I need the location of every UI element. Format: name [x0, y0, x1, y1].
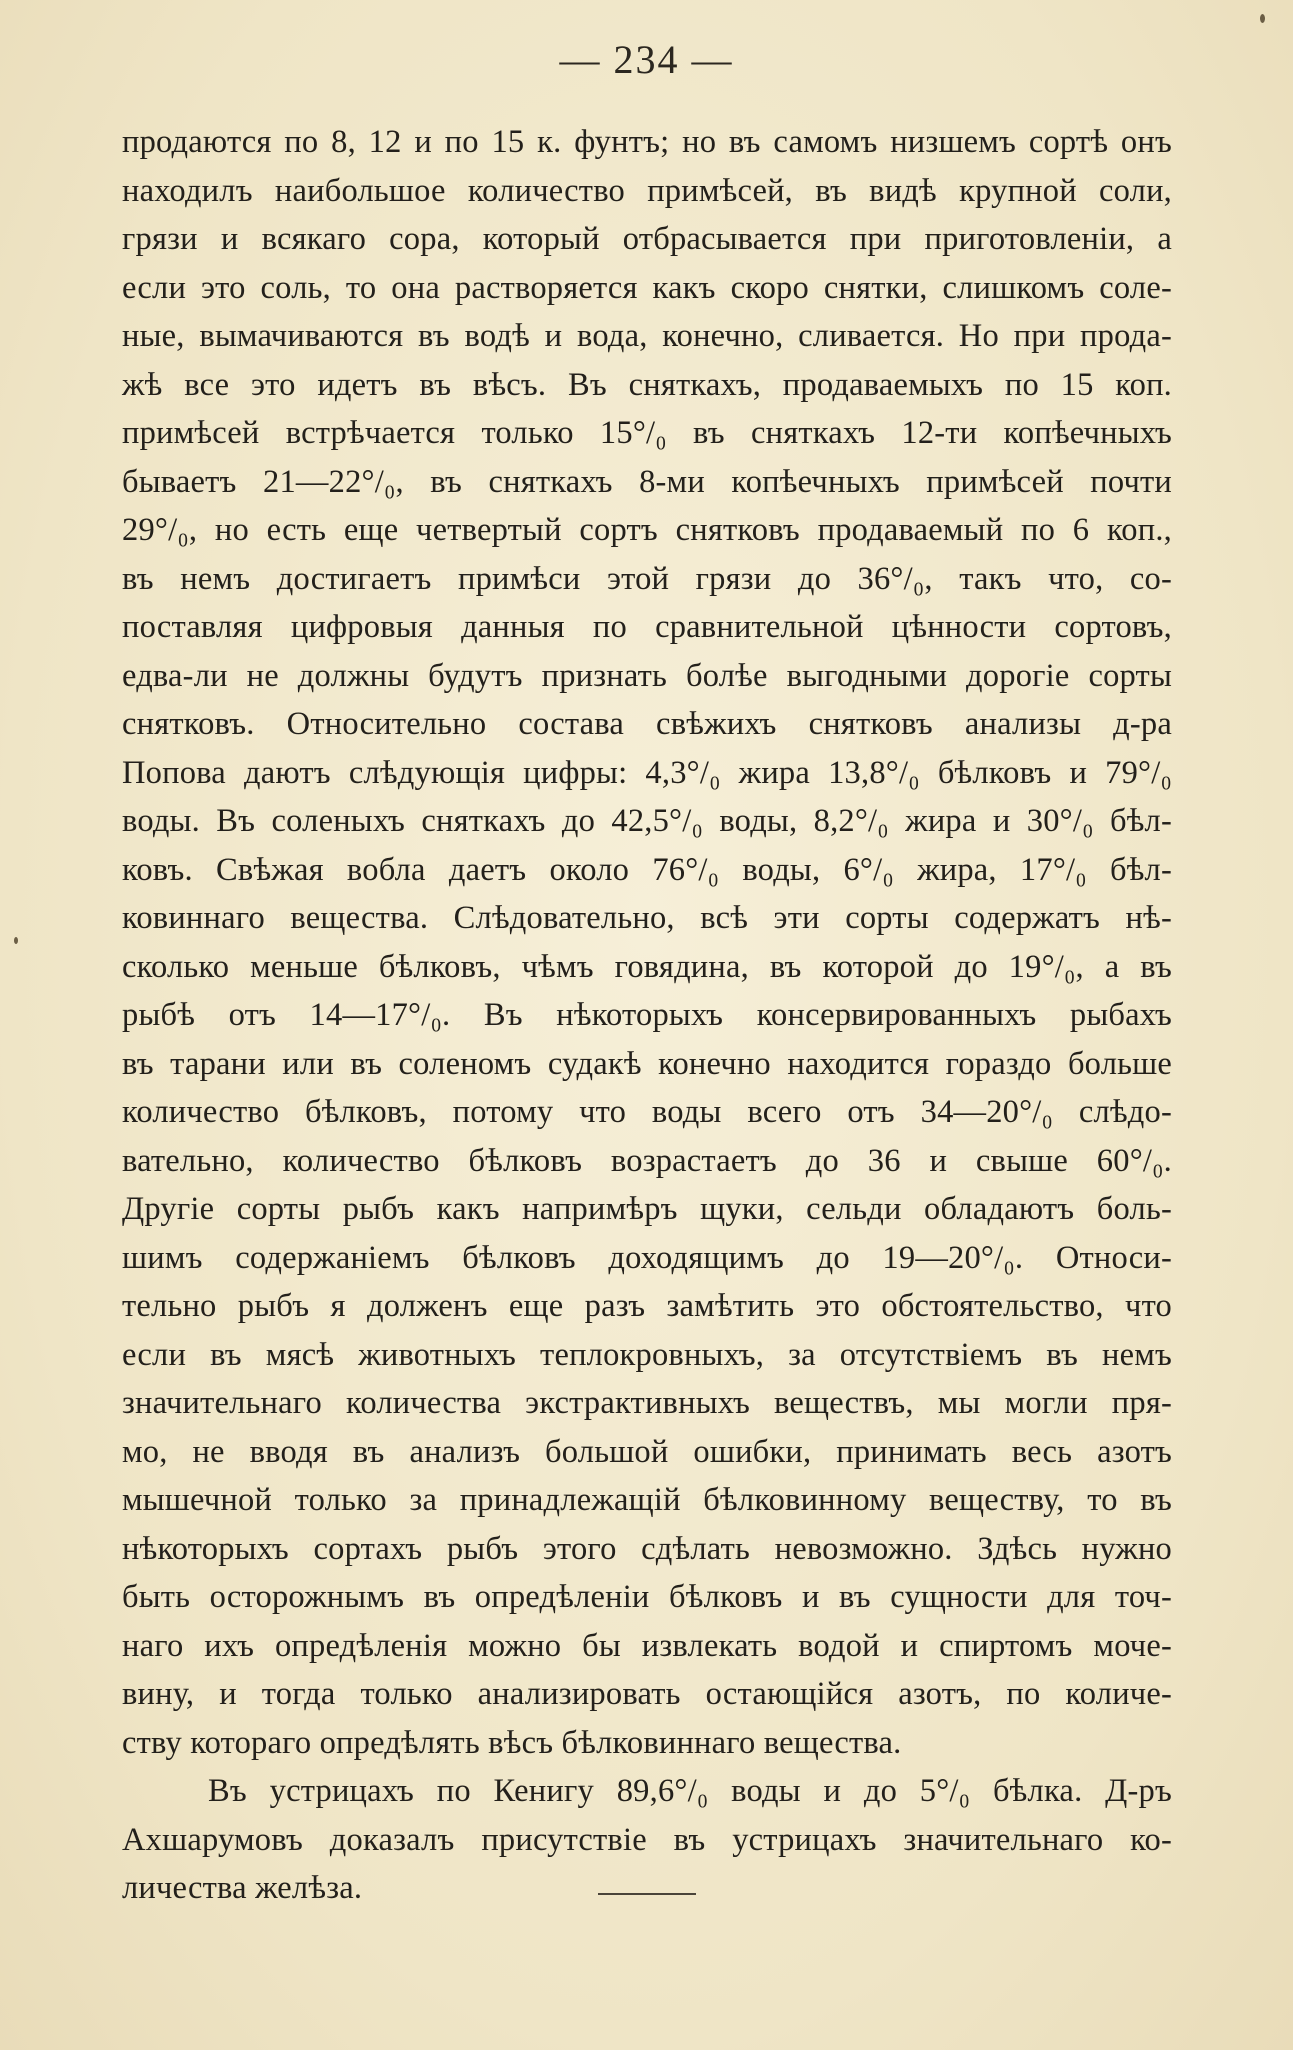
text-line: поставляя цифровыя данныя по сравнительной цѣнности сортовъ, — [122, 609, 1172, 645]
text-line: шимъ содержаніемъ бѣлковъ доходящимъ до 19—20°/₀. Относи- — [122, 1239, 1172, 1276]
paragraph-2 — [122, 1767, 1172, 1913]
text-line: количество бѣлковъ, потому что воды всего отъ 34—20°/₀ слѣдо- — [122, 1094, 1172, 1130]
text-line: грязи и всякаго сора, который отбрасывается при приготовленіи, а — [122, 221, 1172, 257]
text-line: если это соль, то она растворяется какъ скоро снятки, слишкомъ соле- — [122, 269, 1172, 306]
text-line: личества желѣза. — [122, 1870, 363, 1906]
text-line: ковиннаго вещества. Слѣдовательно, всѣ эти сорты содержатъ нѣ- — [122, 900, 1172, 936]
text-line: Попова даютъ слѣдующія цифры: 4,3°/₀ жира 13,8°/₀ бѣлковъ и 79°/₀ — [122, 754, 1172, 791]
text-line: ству котораго опредѣлять вѣсъ бѣлковиннаго вещества. — [122, 1724, 902, 1761]
page-number: — 234 — — [559, 37, 734, 82]
text-line: если въ мясѣ животныхъ теплокровныхъ, за отсутствіемъ въ немъ — [122, 1336, 1172, 1373]
text-line: въ немъ достигаетъ примѣси этой грязи до 36°/₀, такъ что, со- — [122, 560, 1172, 597]
text-line: едва-ли не должны будутъ признать болѣе выгодными дорогіе сорты — [122, 657, 1172, 694]
text-line: снятковъ. Относительно состава свѣжихъ снятковъ анализы д-ра — [122, 706, 1172, 742]
text-line: значительнаго количества экстрактивныхъ веществъ, мы могли пря- — [122, 1385, 1172, 1421]
text-line: быть осторожнымъ въ опредѣленіи бѣлковъ и въ сущности для точ- — [122, 1579, 1172, 1615]
text-line: 29°/₀, но есть еще четвертый сортъ снятковъ продаваемый по 6 коп., — [122, 512, 1172, 548]
text-line: продаются по 8, 12 и по 15 к. фунтъ; но въ самомъ низшемъ сортѣ онъ — [122, 124, 1172, 160]
text-line: ные, вымачиваются въ водѣ и вода, конечно, сливается. Но при прода- — [122, 318, 1172, 354]
text-line: наго ихъ опредѣленія можно бы извлекать водой и спиртомъ моче- — [122, 1627, 1172, 1664]
text-line: мышечной только за принадлежащій бѣлковинному веществу, то въ — [122, 1482, 1172, 1518]
end-rule — [598, 1893, 696, 1895]
text-line: Другіе сорты рыбъ какъ напримѣръ щуки, сельди обладаютъ боль- — [122, 1191, 1172, 1227]
text-line: ковъ. Свѣжая вобла даетъ около 76°/₀ воды, 6°/₀ жира, 17°/₀ бѣл- — [122, 851, 1172, 888]
text-line: тельно рыбъ я долженъ еще разъ замѣтить это обстоятельство, что — [122, 1288, 1172, 1324]
text-line: рыбѣ отъ 14—17°/₀. Въ нѣкоторыхъ консервированныхъ рыбахъ — [122, 997, 1172, 1033]
text-line: находилъ наибольшое количество примѣсей, въ видѣ крупной соли, — [122, 172, 1172, 209]
text-line: Ахшарумовъ доказалъ присутствіе въ устрицахъ значительнаго ко- — [122, 1821, 1172, 1858]
text-line: вательно, количество бѣлковъ возрастаетъ до 36 и свыше 60°/₀. — [122, 1142, 1172, 1179]
text-line: воды. Въ соленыхъ сняткахъ до 42,5°/₀ воды, 8,2°/₀ жира и 30°/₀ бѣл- — [122, 803, 1172, 839]
paragraph-1 — [122, 118, 1172, 1767]
text-line: жѣ все это идетъ въ вѣсъ. Въ сняткахъ, продаваемыхъ по 15 коп. — [122, 366, 1172, 403]
text-line: бываетъ 21—22°/₀, въ сняткахъ 8-ми копѣечныхъ примѣсей почти — [122, 463, 1172, 500]
text-line: примѣсей встрѣчается только 15°/₀ въ сняткахъ 12-ти копѣечныхъ — [122, 415, 1172, 451]
text-line: сколько меньше бѣлковъ, чѣмъ говядина, въ которой до 19°/₀, а въ — [122, 948, 1172, 985]
ink-speck — [14, 937, 18, 944]
text-line: вину, и тогда только анализировать остающійся азотъ, по количе- — [122, 1676, 1172, 1712]
text-line: нѣкоторыхъ сортахъ рыбъ этого сдѣлать невозможно. Здѣсь нужно — [122, 1530, 1172, 1567]
ink-speck — [1260, 14, 1265, 23]
text-line: Въ устрицахъ по Кенигу 89,6°/₀ воды и до 5°/₀ бѣлка. Д-ръ — [208, 1773, 1172, 1809]
text-line: въ тарани или въ соленомъ судакѣ конечно находится гораздо больше — [122, 1045, 1172, 1082]
text-line: мо, не вводя въ анализъ большой ошибки, принимать весь азотъ — [122, 1433, 1172, 1470]
body-text — [122, 118, 1172, 1913]
